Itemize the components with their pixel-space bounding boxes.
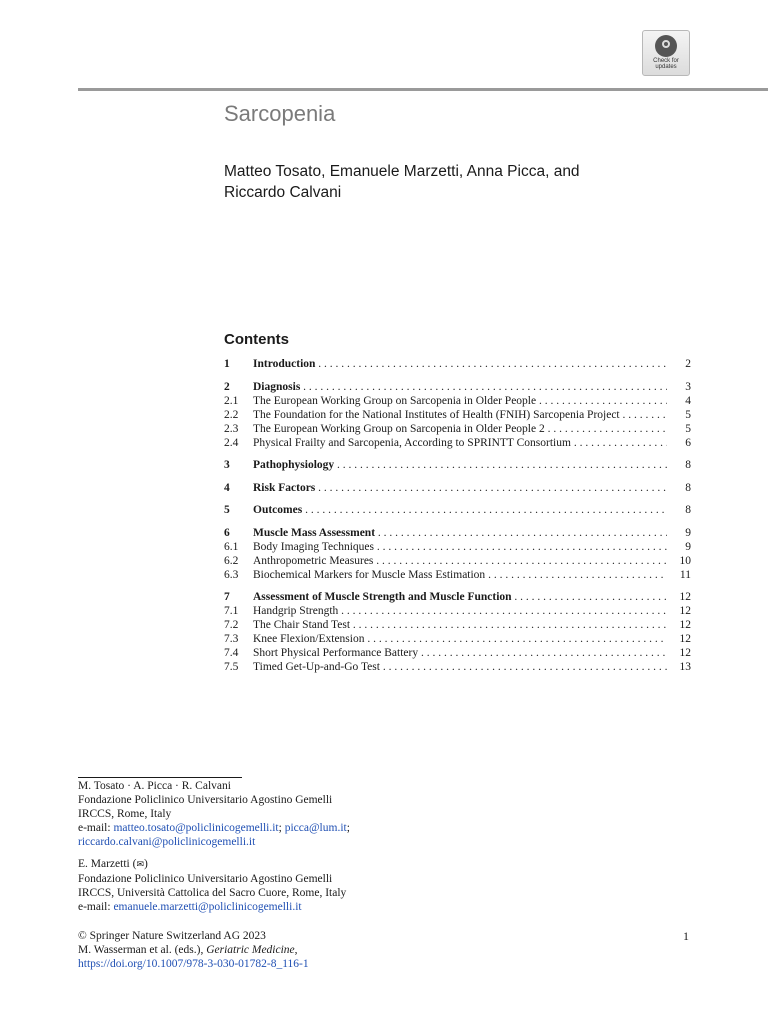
toc-leader (253, 526, 667, 540)
toc-number: 7.5 (224, 661, 239, 673)
toc-entry[interactable] (224, 540, 691, 554)
toc-leader (253, 481, 667, 495)
email-link-tosato[interactable]: matteo.tosato@policlinicogemelli.it (113, 822, 279, 834)
toc-number: 7 (224, 591, 230, 603)
toc-number: 2.1 (224, 394, 239, 407)
toc-entry[interactable] (224, 394, 691, 408)
toc-leader (253, 646, 667, 660)
toc-leader (253, 554, 667, 568)
toc-entry[interactable] (224, 568, 691, 582)
toc-entry[interactable] (224, 632, 691, 646)
email-label: e-mail: (78, 822, 114, 834)
toc-label: The Foundation for the National Institutes of Health (FNIH) Sarcopenia Project (253, 408, 620, 421)
toc-label: Pathophysiology (253, 459, 335, 471)
chapter-title: Sarcopenia (224, 101, 336, 126)
check-for-updates-icon (655, 35, 677, 57)
toc-label: Muscle Mass Assessment (253, 526, 376, 539)
toc-number: 7.4 (224, 647, 239, 659)
toc-entry[interactable] (224, 554, 691, 568)
toc-page: 8 (685, 504, 691, 516)
check-for-updates-badge[interactable] (642, 30, 690, 76)
toc-entry[interactable] (224, 618, 691, 632)
toc-leader (253, 568, 667, 582)
toc-label: Timed Get-Up-and-Go Test (253, 661, 380, 673)
toc-entry[interactable] (224, 408, 691, 422)
toc-label: Knee Flexion/Extension (253, 633, 365, 645)
affiliation-1-email-line (78, 821, 350, 835)
toc-number: 2.3 (224, 422, 239, 435)
corresponding-author-name: E. Marzetti ( (78, 858, 137, 870)
toc-number: 2.2 (224, 408, 239, 421)
affiliation-1-names: M. Tosato · A. Picca · R. Calvani (78, 780, 231, 792)
toc-number: 7.3 (224, 633, 239, 645)
toc-page: 12 (679, 591, 691, 603)
toc-leader (253, 436, 667, 450)
toc-label: Biochemical Markers for Muscle Mass Estimation (253, 568, 486, 581)
envelope-icon: ✉ (136, 860, 144, 870)
toc-leader (253, 618, 667, 632)
footnote-rule (78, 777, 242, 778)
affiliation-2-email-line (78, 900, 346, 914)
toc-leader (253, 380, 667, 394)
affiliation-1-location: IRCCS, Rome, Italy (78, 808, 172, 820)
toc-page: 8 (685, 459, 691, 471)
toc-page: 8 (685, 481, 691, 494)
affiliation-2-institution: Fondazione Policlinico Universitario Agostino Gemelli (78, 873, 333, 885)
toc-page: 5 (685, 422, 691, 435)
affiliation-1-institution: Fondazione Policlinico Universitario Agostino Gemelli (78, 794, 333, 806)
toc-page: 10 (679, 554, 691, 567)
toc-page: 13 (679, 661, 691, 673)
email-label: e-mail: (78, 901, 114, 913)
toc-entry[interactable] (224, 436, 691, 450)
table-of-contents (224, 357, 691, 674)
email-separator: ; (346, 822, 350, 834)
toc-number: 3 (224, 459, 230, 471)
toc-label: Anthropometric Measures (253, 554, 374, 567)
paren-close: ) (143, 858, 148, 870)
toc-entry[interactable] (224, 604, 691, 618)
toc-label: Physical Frailty and Sarcopenia, According to SPRINTT Consortium (253, 436, 571, 449)
affiliation-2-location: IRCCS, Università Cattolica del Sacro Cuore, Rome, Italy (78, 887, 347, 899)
toc-leader (253, 458, 667, 472)
toc-page: 6 (685, 436, 691, 449)
affiliation-2 (78, 857, 346, 914)
citation-comma: , (294, 944, 298, 956)
toc-label: Assessment of Muscle Strength and Muscle Function (253, 591, 512, 603)
toc-number: 1 (224, 358, 230, 370)
toc-entry[interactable] (224, 646, 691, 660)
email-link-calvani[interactable]: riccardo.calvani@policlinicogemelli.it (78, 836, 256, 848)
toc-number: 6.1 (224, 540, 239, 553)
toc-page: 12 (679, 619, 691, 631)
toc-label: Risk Factors (253, 481, 316, 494)
toc-entry[interactable] (224, 590, 691, 604)
copyright: © Springer Nature Switzerland AG 2023 (78, 930, 266, 942)
affiliation-1 (78, 779, 350, 849)
author-line-2: Riccardo Calvani (224, 184, 342, 201)
toc-label: The Chair Stand Test (253, 619, 351, 631)
toc-leader (253, 604, 667, 618)
toc-leader (253, 422, 667, 436)
toc-entry[interactable] (224, 526, 691, 540)
author-list (224, 161, 644, 203)
page-number: 1 (683, 929, 689, 943)
contents-heading: Contents (224, 331, 289, 348)
toc-page: 9 (685, 540, 691, 553)
toc-label: Diagnosis (253, 380, 301, 393)
toc-page: 11 (679, 568, 691, 581)
toc-leader (253, 357, 667, 371)
doi-link[interactable]: https://doi.org/10.1007/978-3-030-01782-8_116-1 (78, 958, 309, 970)
toc-page: 12 (679, 633, 691, 645)
toc-page: 5 (685, 408, 691, 421)
toc-entry[interactable] (224, 660, 691, 674)
toc-number: 2 (224, 380, 230, 393)
author-line-1: Matteo Tosato, Emanuele Marzetti, Anna Picca, and (224, 163, 580, 180)
toc-leader (253, 540, 667, 554)
citation-block (78, 929, 309, 971)
header-rule (78, 88, 768, 91)
toc-page: 2 (685, 358, 691, 370)
toc-label: Body Imaging Techniques (253, 540, 374, 553)
badge-line2: updates (655, 64, 677, 70)
toc-label: Short Physical Performance Battery (253, 647, 419, 659)
toc-leader (253, 632, 667, 646)
toc-label: Introduction (253, 358, 316, 370)
toc-page: 9 (685, 526, 691, 539)
toc-label: Handgrip Strength (253, 605, 339, 617)
toc-label: The European Working Group on Sarcopenia in Older People 2 (253, 422, 545, 435)
toc-entry[interactable] (224, 422, 691, 436)
toc-number: 6.3 (224, 568, 239, 581)
toc-number: 6.2 (224, 554, 239, 567)
toc-number: 6 (224, 526, 230, 539)
toc-entry[interactable] (224, 357, 691, 371)
toc-leader (253, 394, 667, 408)
toc-entry[interactable] (224, 380, 691, 394)
toc-page: 12 (679, 605, 691, 617)
email-link-marzetti[interactable]: emanuele.marzetti@policlinicogemelli.it (113, 901, 302, 913)
toc-page: 12 (679, 647, 691, 659)
citation-editors: M. Wasserman et al. (eds.), (78, 944, 207, 956)
email-link-picca[interactable]: picca@lum.it (284, 822, 347, 834)
toc-page: 3 (685, 380, 691, 393)
toc-number: 7.2 (224, 619, 239, 631)
toc-number: 4 (224, 481, 230, 494)
toc-page: 4 (685, 394, 691, 407)
toc-leader (253, 503, 667, 517)
toc-entry[interactable] (224, 503, 691, 517)
toc-number: 7.1 (224, 605, 239, 617)
toc-entry[interactable] (224, 481, 691, 495)
toc-leader (253, 590, 667, 604)
toc-leader (253, 408, 667, 422)
affiliation-2-name (78, 857, 346, 872)
badge-line1: Check for (653, 58, 679, 64)
toc-label: The European Working Group on Sarcopenia in Older People (253, 394, 537, 407)
toc-number: 2.4 (224, 436, 239, 449)
toc-leader (253, 660, 667, 674)
citation (78, 943, 309, 957)
toc-entry[interactable] (224, 458, 691, 472)
book-title: Geriatric Medicine (206, 944, 295, 956)
toc-number: 5 (224, 504, 230, 516)
email-separator: ; (278, 822, 285, 834)
toc-label: Outcomes (253, 504, 303, 516)
